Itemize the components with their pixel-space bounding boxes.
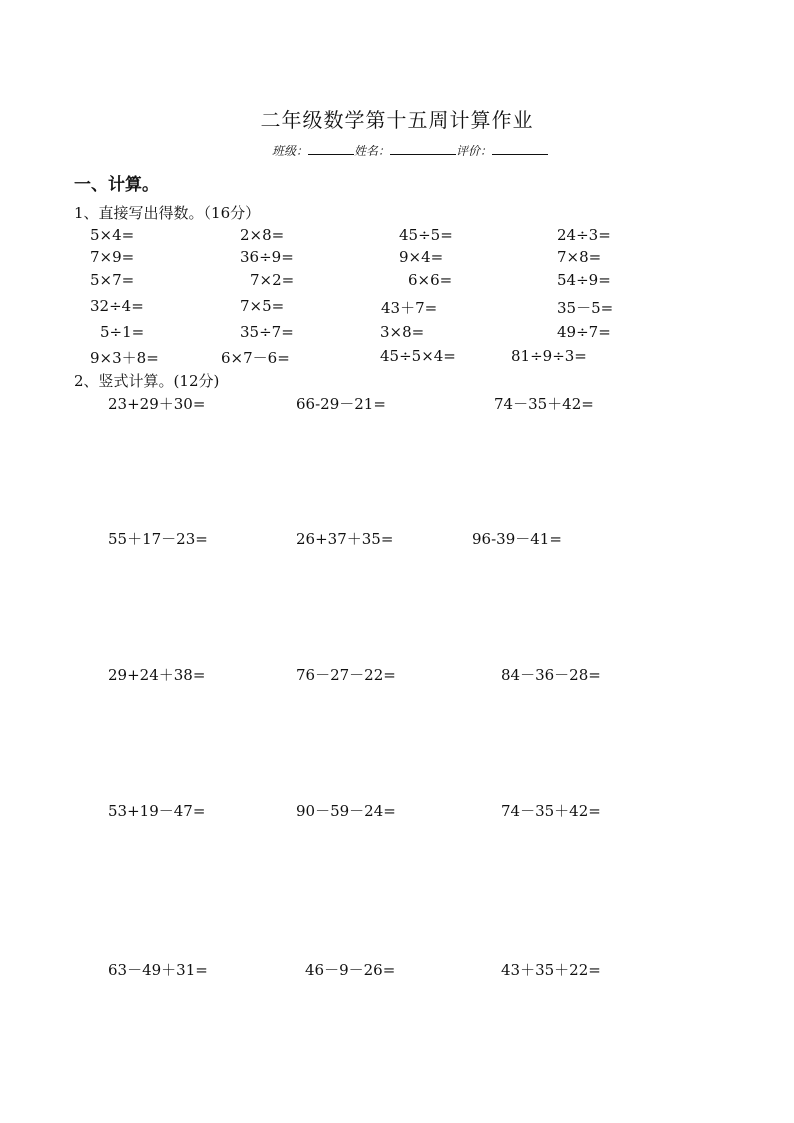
eval-blank <box>492 144 548 155</box>
oral-calc-item: 45÷5×4= <box>380 347 456 365</box>
vertical-calc-item: 74－35＋42= <box>494 395 594 413</box>
oral-calc-item: 32÷4= <box>90 297 144 315</box>
vertical-calc-item: 26+37＋35= <box>296 530 394 548</box>
vertical-calc-item: 53+19－47= <box>108 802 206 820</box>
vertical-calc-item: 63－49＋31= <box>108 961 208 979</box>
student-info-line <box>272 142 548 159</box>
oral-calc-item: 45÷5= <box>399 226 453 244</box>
oral-calc-item: 49÷7= <box>557 323 611 341</box>
oral-calc-item: 5×7= <box>90 271 135 289</box>
name-label: 姓名： <box>354 144 391 158</box>
oral-calc-item: 81÷9÷3= <box>511 347 587 365</box>
oral-calc-item: 43＋7= <box>381 299 438 317</box>
oral-calc-item: 7×5= <box>240 297 285 315</box>
vertical-calc-item: 96-39－41= <box>472 530 562 548</box>
vertical-calc-item: 55＋17－23= <box>108 530 208 548</box>
page-title: 二年级数学第十五周计算作业 <box>260 108 534 132</box>
eval-label: 评价： <box>456 144 493 158</box>
oral-calc-item: 9×3＋8= <box>90 349 159 367</box>
vertical-calc-item: 84－36－28= <box>501 666 601 684</box>
vertical-calc-item: 76－27－22= <box>296 666 396 684</box>
oral-calc-item: 6×7－6= <box>221 349 290 367</box>
class-label: 班级： <box>272 144 309 158</box>
name-blank <box>390 144 456 155</box>
vertical-calc-item: 43＋35＋22= <box>501 961 601 979</box>
vertical-calc-item: 90－59－24= <box>296 802 396 820</box>
oral-calc-item: 35÷7= <box>240 323 294 341</box>
oral-calc-item: 35－5= <box>557 299 614 317</box>
oral-calc-item: 3×8= <box>380 323 425 341</box>
oral-calc-item: 7×9= <box>90 248 135 266</box>
oral-calc-item: 7×2= <box>250 271 295 289</box>
oral-calc-item: 36÷9= <box>240 248 294 266</box>
vertical-calc-item: 23+29＋30= <box>108 395 206 413</box>
vertical-calc-item: 74－35＋42= <box>501 802 601 820</box>
oral-calc-item: 54÷9= <box>557 271 611 289</box>
part2-heading: 2、竖式计算。(12分) <box>74 372 220 390</box>
vertical-calc-item: 46－9－26= <box>305 961 396 979</box>
oral-calc-item: 6×6= <box>408 271 453 289</box>
oral-calc-item: 5×4= <box>90 226 135 244</box>
oral-calc-item: 7×8= <box>557 248 602 266</box>
vertical-calc-item: 29+24＋38= <box>108 666 206 684</box>
part1-heading: 1、直接写出得数。（16分） <box>74 204 261 222</box>
vertical-calc-item: 66-29－21= <box>296 395 386 413</box>
section-heading: 一、计算。 <box>74 175 159 195</box>
oral-calc-item: 2×8= <box>240 226 285 244</box>
oral-calc-item: 9×4= <box>399 248 444 266</box>
oral-calc-item: 24÷3= <box>557 226 611 244</box>
class-blank <box>308 144 354 155</box>
oral-calc-item: 5÷1= <box>100 323 145 341</box>
